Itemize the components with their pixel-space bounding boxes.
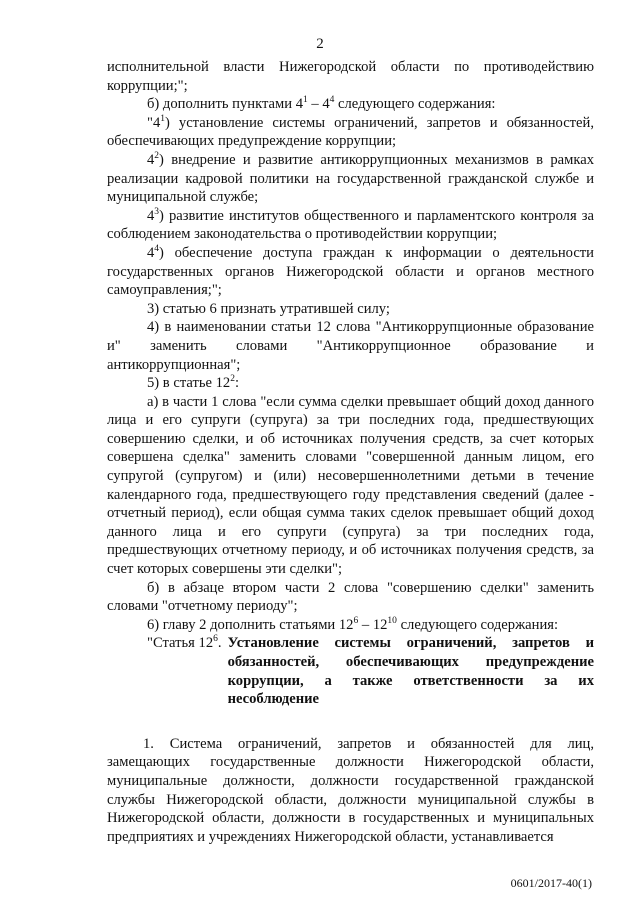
paragraph-article-part-1: 1. Система ограничений, запретов и обязанностей для лиц, замещающих государственные должности Нижегородской области, муниципальные должности, должности государственной гражданской службы Нижегородской области, должности муниципальной службы в Нижегородской области, должности в государственных и муниципальных предприятиях и учреждениях Нижегородской области, устанавливается xyxy=(107,735,594,845)
article-heading xyxy=(107,634,594,708)
paragraph-item-b: б) дополнить пунктами $4^1 - 4^4$ следующего содержания: xyxy=(147,95,496,113)
paragraph-item-5: 5) в статье $12^2$: xyxy=(147,374,240,392)
paragraph-4-1: "$4^1$) установление системы ограничений, запретов и обязанностей, обеспечивающих предупреждение коррупции; xyxy=(107,113,594,150)
paragraph-4-3: $4^3$) развитие институтов общественного и парламентского контроля за соблюдением законодательства о противодействии коррупции; xyxy=(107,206,594,243)
paragraph-item-3: 3) статью 6 признать утратившей силу; xyxy=(147,300,390,317)
document-code: 0601/2017-40(1) xyxy=(510,876,592,890)
paragraph-item-6: 6) главу 2 дополнить статьями $12^6 - 12^{10}$ следующего содержания: xyxy=(147,615,559,633)
paragraph-continuation: исполнительной власти Нижегородской области по противодействию коррупции;"; xyxy=(107,59,594,94)
article-number: "Статья $12^6$. xyxy=(147,634,222,652)
paragraph-4-4: $4^4$) обеспечение доступа граждан к информации о деятельности государственных органов Нижегородской области и органов местного самоуправления;"; xyxy=(107,243,594,299)
paragraph-item-4: 4) в наименовании статьи 12 слова "Антикоррупционные образование и" заменить словами "Антикоррупционное образование и антикоррупционная"; xyxy=(107,319,594,373)
spacer xyxy=(107,709,594,735)
document-body xyxy=(107,58,594,846)
paragraph-item-5a: а) в части 1 слова "если сумма сделки превышает общий доход данного лица и его супруги (супруга) за три последних года, предшествующих совершению сделки, и об источниках получения средств, за счет которых совершена сделка" заменить словами "совершенной данным лицом, его супругой (супругом) и (или) несовершеннолетними детьми в течение календарного года, предшествующего году представления сведений (далее - отчетный период), если общая сумма таких сделок превышает общий доход данного лица и его супруги (супруга) за три последних года, предшествующих отчетному периоду, и об источниках получения средств, за счет которых совершены эти сделки"; xyxy=(107,393,594,578)
paragraph-item-5b: б) в абзаце втором части 2 слова "совершению сделки" заменить словами "отчетному периоду"; xyxy=(107,579,594,615)
page-number: 2 xyxy=(316,36,324,52)
article-title: Установление системы ограничений, запретов и обязанностей, обеспечивающих предупреждение коррупции, а также ответственности за их несоблюдение xyxy=(227,635,594,708)
paragraph-4-2: $4^2$) внедрение и развитие антикоррупционных механизмов в рамках реализации кадровой политики на государственной гражданской службе и муниципальной службе; xyxy=(107,150,594,206)
